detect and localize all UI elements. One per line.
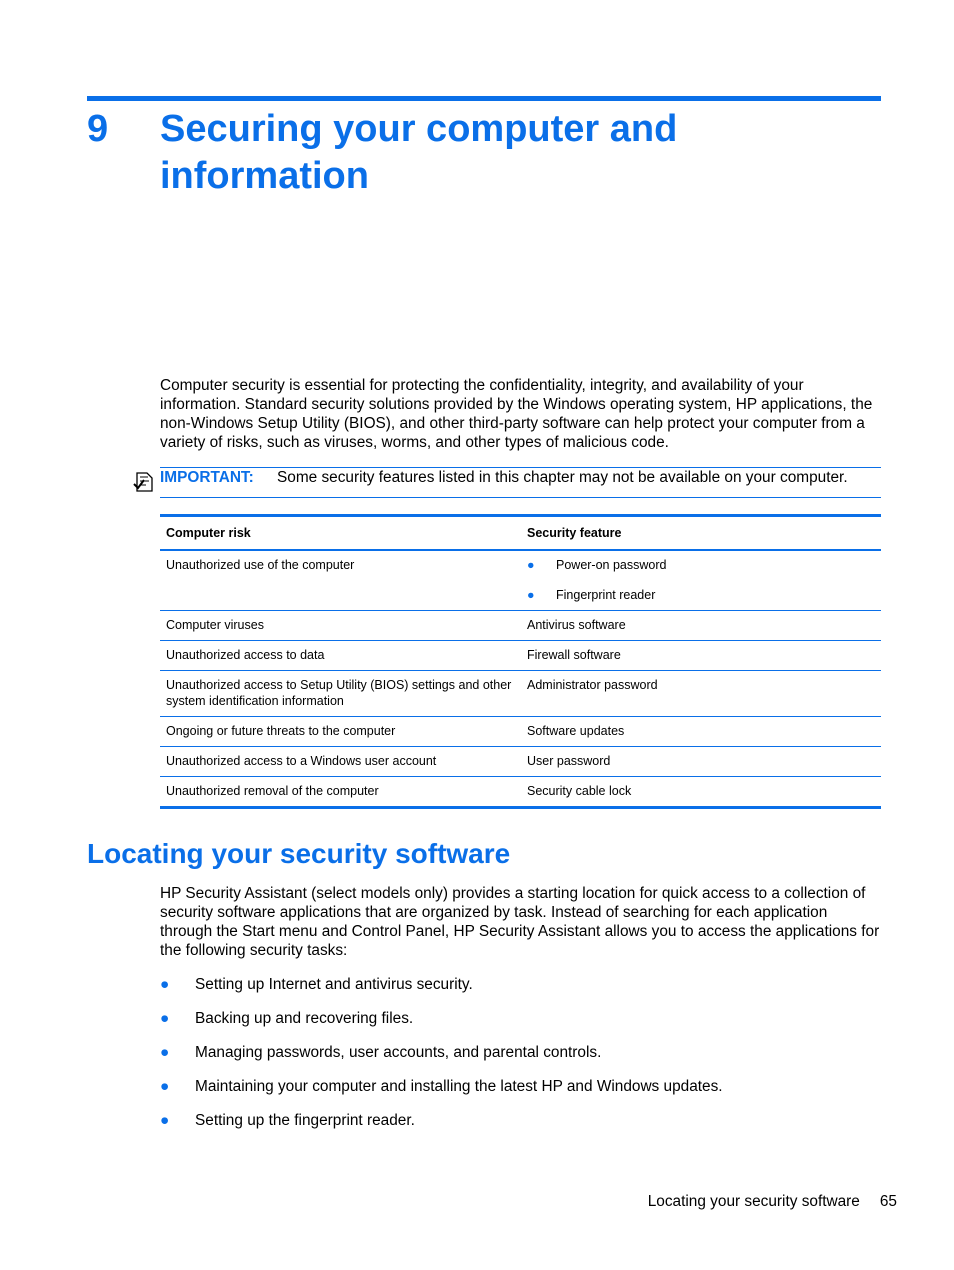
- feature-cell: User password: [521, 747, 881, 777]
- table-row: [160, 777, 881, 808]
- note-label: IMPORTANT:: [160, 469, 254, 486]
- table-header-risk: Computer risk: [160, 516, 521, 551]
- list-item: [160, 975, 723, 994]
- important-note-icon: [133, 471, 155, 493]
- table-row: [160, 717, 881, 747]
- risk-cell: Computer viruses: [160, 611, 521, 641]
- table-row: [160, 671, 881, 717]
- page-footer: [648, 1192, 897, 1211]
- security-task-list: [160, 975, 723, 1145]
- task-text: Maintaining your computer and installing the latest HP and Windows updates.: [195, 1078, 723, 1095]
- bullet-icon: ●: [527, 558, 535, 572]
- list-item: [160, 1043, 723, 1062]
- chapter-rule: [87, 96, 881, 101]
- footer-section-name: Locating your security software: [647, 1193, 860, 1210]
- bullet-icon: ●: [160, 1078, 170, 1095]
- risk-cell: Unauthorized removal of the computer: [166, 784, 379, 798]
- feature-cell: Firewall software: [521, 641, 881, 671]
- feature-text: Power-on password: [556, 558, 667, 572]
- feature-cell: Software updates: [521, 717, 881, 747]
- task-text: Backing up and recovering files.: [195, 1010, 414, 1027]
- feature-cell: Administrator password: [521, 671, 881, 717]
- bullet-icon: ●: [160, 1112, 170, 1129]
- feature-list: [527, 557, 875, 603]
- feature-cell: [521, 550, 881, 611]
- table-header-feature: Security feature: [521, 516, 881, 551]
- note-text: Some security features listed in this chapter may not be available on your computer.: [277, 469, 848, 486]
- risk-cell: Unauthorized access to Setup Utility (BIOS) settings and other system identification information: [160, 671, 521, 717]
- task-text: Managing passwords, user accounts, and parental controls.: [195, 1044, 602, 1061]
- risk-cell: Unauthorized access to a Windows user account: [160, 747, 521, 777]
- feature-text: Fingerprint reader: [556, 588, 656, 602]
- bullet-icon: ●: [160, 1010, 170, 1027]
- bullet-icon: ●: [527, 588, 535, 602]
- feature-cell: Antivirus software: [521, 611, 881, 641]
- table-row: [160, 550, 881, 611]
- risk-cell: Unauthorized access to data: [160, 641, 521, 671]
- list-item: [527, 587, 875, 603]
- chapter-number: 9: [87, 108, 109, 150]
- section-body: HP Security Assistant (select models only) provides a starting location for quick access to a collection of security software applications that are organized by task. Instead of searching for each application through the Start menu and Control Panel, HP Security Assistant allows you to access the applications for the following security tasks:: [160, 885, 880, 959]
- page-number: 65: [879, 1193, 897, 1210]
- table-row: [160, 641, 881, 671]
- table-row: [160, 611, 881, 641]
- risk-cell: Ongoing or future threats to the computer: [160, 717, 521, 747]
- chapter-title: Securing your computer and information: [160, 108, 678, 197]
- task-text: Setting up Internet and antivirus security.: [195, 976, 473, 993]
- list-item: [160, 1077, 723, 1096]
- bullet-icon: ●: [160, 976, 170, 993]
- risk-cell: Unauthorized use of the computer: [160, 550, 521, 611]
- feature-cell: Security cable lock: [527, 784, 632, 798]
- intro-paragraph: Computer security is essential for protecting the confidentiality, integrity, and availability of your information. Standard security solutions provided by the Windows operating system, HP applications, the non-Windows Setup Utility (BIOS), and other third-party software can help protect your computer from a variety of risks, such as viruses, worms, and other types of malicious code.: [160, 377, 873, 451]
- list-item: [160, 1111, 723, 1130]
- table-row: [160, 747, 881, 777]
- bullet-icon: ●: [160, 1044, 170, 1061]
- list-item: [527, 557, 875, 573]
- section-title: Locating your security software: [87, 838, 511, 869]
- list-item: [160, 1009, 723, 1028]
- table-header-row: [160, 516, 881, 551]
- task-text: Setting up the fingerprint reader.: [195, 1112, 415, 1129]
- important-note: [160, 467, 881, 498]
- security-risk-table: [160, 514, 881, 809]
